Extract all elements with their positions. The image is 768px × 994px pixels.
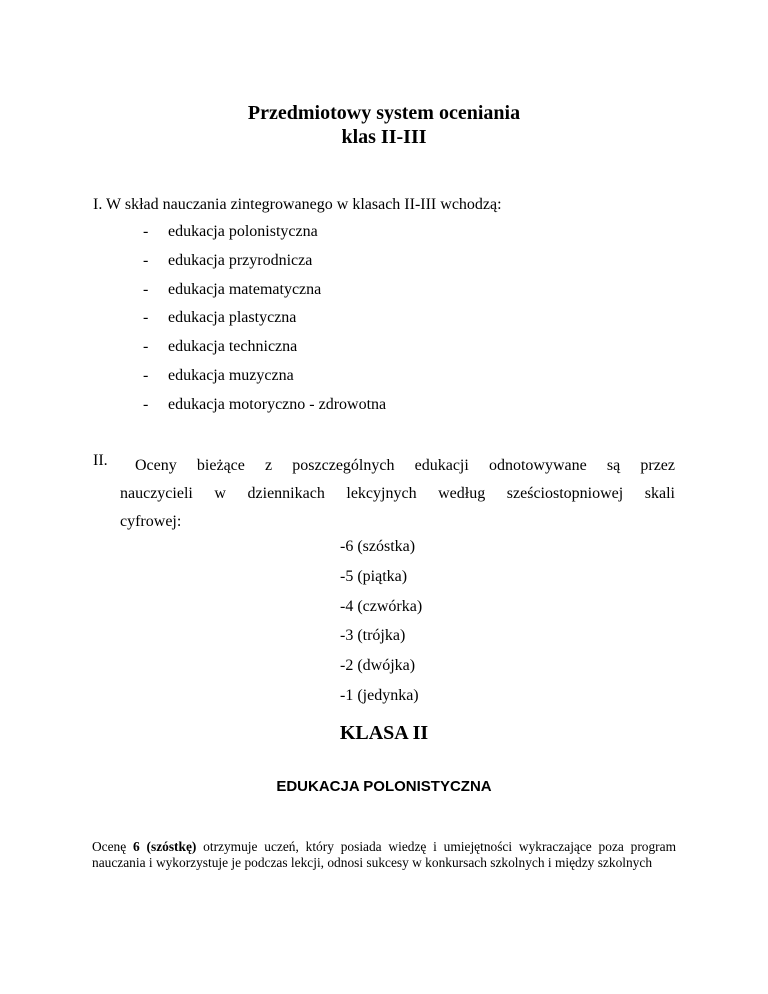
- list-bullet: -: [143, 395, 149, 413]
- list-item: [143, 307, 386, 336]
- grade-description: [92, 839, 676, 871]
- class-heading: KLASA II: [339, 722, 429, 744]
- document-subtitle: klas II-III: [341, 126, 427, 148]
- subject-label: edukacja muzyczna: [168, 366, 294, 384]
- list-bullet: -: [143, 338, 149, 356]
- subject-heading: EDUKACJA POLONISTYCZNA: [276, 778, 492, 795]
- grade-item: -2 (dwójka): [340, 657, 416, 675]
- paragraph-line: Oceny bieżące z poszczególnych edukacji odnotowywane są przez: [135, 457, 675, 474]
- description-text: otrzymuje uczeń, który posiada wiedzę i umiejętności wykraczające poza program nauczania i wykorzystuje je podczas lekcji, odnosi sukcesy w konkursach szkolnych i między szkolnych: [92, 839, 677, 871]
- section-2-paragraph: [120, 452, 675, 536]
- document-title: Przedmiotowy system oceniania: [247, 102, 521, 124]
- list-bullet: -: [143, 309, 149, 327]
- grade-item: -1 (jedynka): [340, 686, 419, 704]
- paragraph-line: nauczycieli w dziennikach lekcyjnych według sześciostopniowej skali: [120, 485, 675, 502]
- subject-label: edukacja przyrodnicza: [168, 251, 313, 269]
- subject-label: edukacja polonistyczna: [168, 223, 318, 240]
- description-grade: 6 (szóstkę): [133, 839, 197, 855]
- grade-item: -5 (piątka): [340, 567, 408, 585]
- list-item: [143, 250, 386, 279]
- list-item: [143, 279, 386, 308]
- list-bullet: -: [143, 280, 149, 298]
- grade-item: -3 (trójka): [340, 627, 406, 645]
- section-2-number: II.: [93, 452, 108, 469]
- grade-item: -6 (szóstka): [340, 538, 416, 555]
- list-item: [143, 365, 386, 394]
- subject-label: edukacja motoryczno - zdrowotna: [168, 395, 387, 413]
- section-1-heading: I. W skład nauczania zintegrowanego w klasach II-III wchodzą:: [93, 196, 502, 213]
- list-item: [143, 221, 386, 250]
- subject-list: [143, 221, 386, 423]
- list-bullet: -: [143, 223, 149, 240]
- list-bullet: -: [143, 251, 149, 269]
- grade-scale: [340, 536, 422, 715]
- description-prefix: Ocenę: [92, 839, 134, 855]
- paragraph-line: cyfrowej:: [120, 513, 182, 530]
- subject-label: edukacja plastyczna: [168, 309, 297, 327]
- list-item: [143, 336, 386, 365]
- subject-label: edukacja techniczna: [168, 338, 298, 356]
- grade-item: -4 (czwórka): [340, 597, 423, 615]
- list-item: [143, 394, 386, 423]
- list-bullet: -: [143, 366, 149, 384]
- subject-label: edukacja matematyczna: [168, 280, 322, 298]
